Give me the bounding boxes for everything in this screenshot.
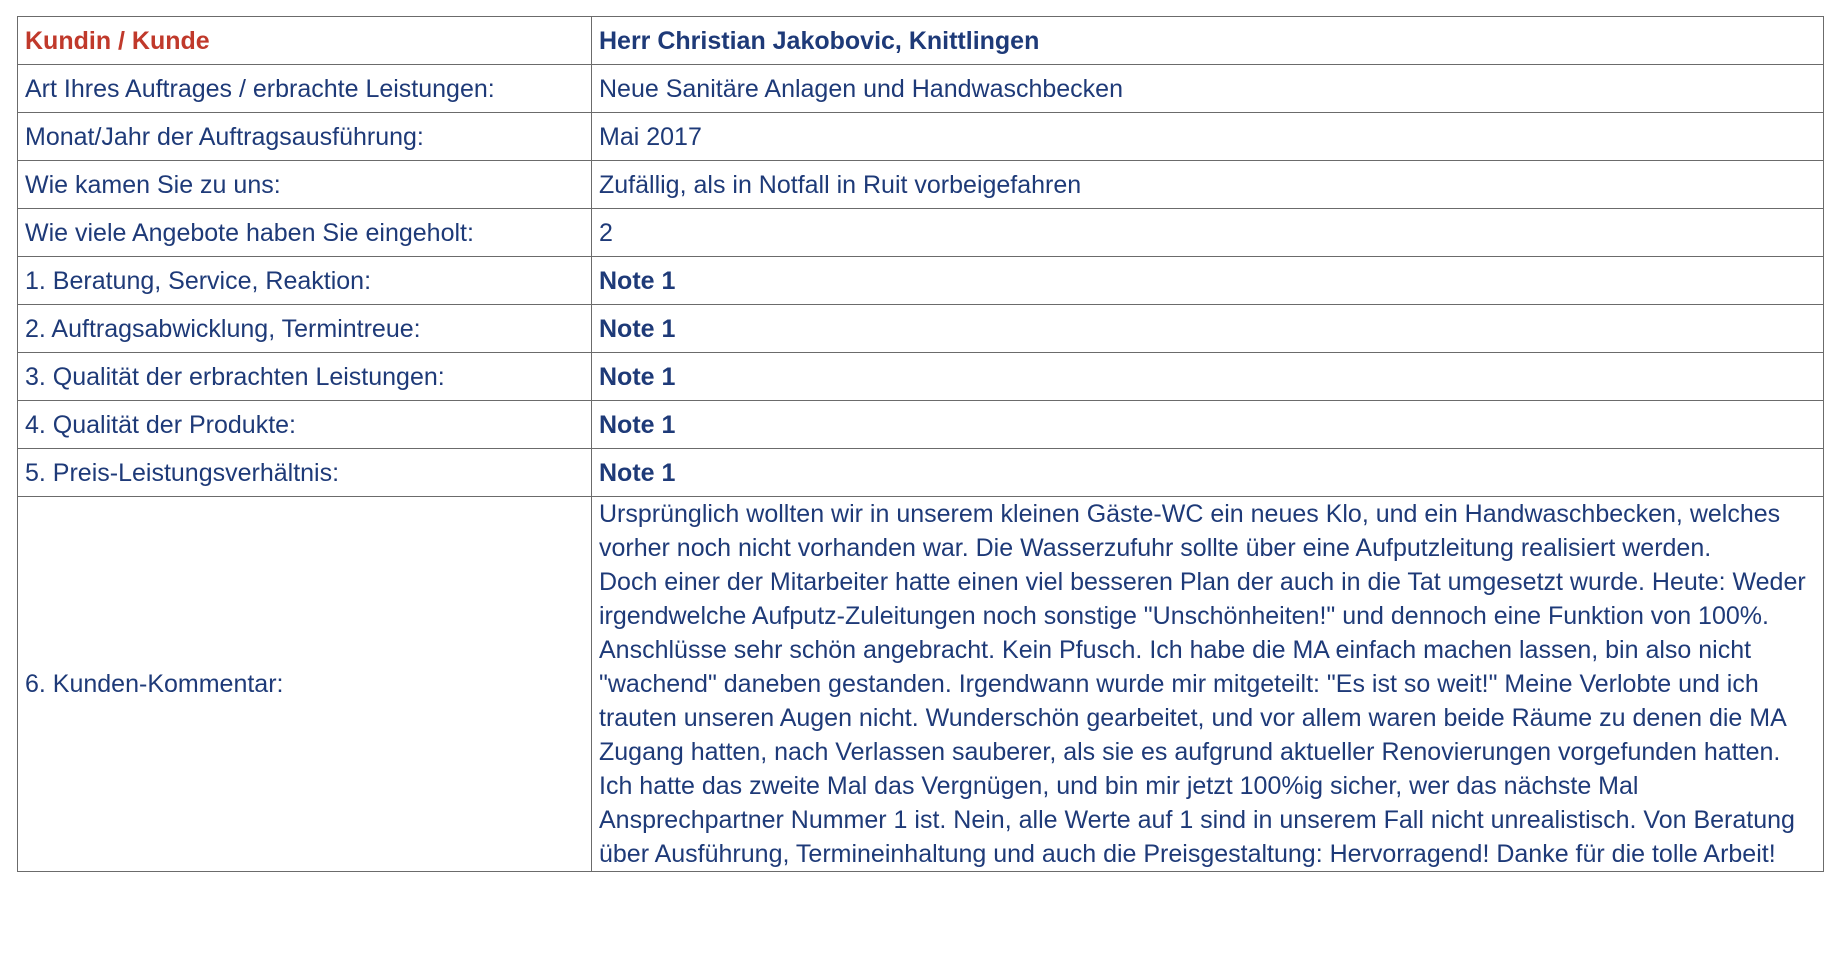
rating-label-price-performance: 5. Preis-Leistungsverhältnis:: [18, 449, 592, 497]
customer-label: Kundin / Kunde: [18, 17, 592, 65]
rating-label-consulting: 1. Beratung, Service, Reaktion:: [18, 257, 592, 305]
rating-value-product-quality: Note 1: [592, 401, 1824, 449]
customer-review-table: [17, 16, 1824, 872]
comment-value: [592, 497, 1824, 872]
customer-name: Herr Christian Jakobovic, Knittlingen: [592, 17, 1824, 65]
rating-value-processing: Note 1: [592, 305, 1824, 353]
rating-row-service-quality: [18, 353, 1824, 401]
rating-label-product-quality: 4. Qualität der Produkte:: [18, 401, 592, 449]
offers-count-value: 2: [592, 209, 1824, 257]
offers-count-label: Wie viele Angebote haben Sie eingeholt:: [18, 209, 592, 257]
referral-label: Wie kamen Sie zu uns:: [18, 161, 592, 209]
order-date-value: Mai 2017: [592, 113, 1824, 161]
rating-value-consulting: Note 1: [592, 257, 1824, 305]
rating-row-processing: [18, 305, 1824, 353]
comment-paragraph-1: Ursprünglich wollten wir in unserem kleinen Gäste-WC ein neues Klo, und ein Handwaschbecken, welches vorher noch nicht vorhanden war. Die Wasserzufuhr sollte über eine Aufputzleitung realisiert werden.: [599, 500, 1781, 562]
comment-paragraph-2: Doch einer der Mitarbeiter hatte einen viel besseren Plan der auch in die Tat umgesetzt wurde. Heute: Weder irgendwelche Aufputz-Zuleitungen noch sonstige "Unschönheiten!" und dennoch eine Funktion von 100%. Anschlüsse sehr schön angebracht. Kein Pfusch. Ich habe die MA einfach machen lassen, bin also nicht "wachend" daneben gestanden. Irgendwann wurde mir mitgeteilt: "Es ist so weit!" Meine Verlobte und ich trauten unseren Augen nicht. Wunderschön gearbeitet, und vor allem waren beide Räume zu denen die MA Zugang hatten, nach Verlassen sauberer, als sie es aufgrund aktueller Renovierungen vorgefunden hatten. Ich hatte das zweite Mal das Vergnügen, und bin mir jetzt 100%ig sicher, wer das nächste Mal Ansprechpartner Nummer 1 ist. Nein, alle Werte auf 1 sind in unserem Fall nicht unrealistisch. Von Beratung über Ausführung, Termineinhaltung und auch die Preisgestaltung: Hervorragend! Danke für die tolle Arbeit!: [599, 568, 1806, 868]
order-date-label: Monat/Jahr der Auftragsausführung:: [18, 113, 592, 161]
rating-row-price-performance: [18, 449, 1824, 497]
rating-value-service-quality: Note 1: [592, 353, 1824, 401]
order-type-row: [18, 65, 1824, 113]
customer-row: [18, 17, 1824, 65]
comment-label: 6. Kunden-Kommentar:: [18, 497, 592, 872]
rating-label-service-quality: 3. Qualität der erbrachten Leistungen:: [18, 353, 592, 401]
rating-value-price-performance: Note 1: [592, 449, 1824, 497]
comment-row: [18, 497, 1824, 872]
order-type-label: Art Ihres Auftrages / erbrachte Leistungen:: [18, 65, 592, 113]
offers-count-row: [18, 209, 1824, 257]
order-date-row: [18, 113, 1824, 161]
rating-label-processing: 2. Auftragsabwicklung, Termintreue:: [18, 305, 592, 353]
rating-row-consulting: [18, 257, 1824, 305]
rating-row-product-quality: [18, 401, 1824, 449]
order-type-value: Neue Sanitäre Anlagen und Handwaschbecken: [592, 65, 1824, 113]
referral-row: [18, 161, 1824, 209]
referral-value: Zufällig, als in Notfall in Ruit vorbeigefahren: [592, 161, 1824, 209]
